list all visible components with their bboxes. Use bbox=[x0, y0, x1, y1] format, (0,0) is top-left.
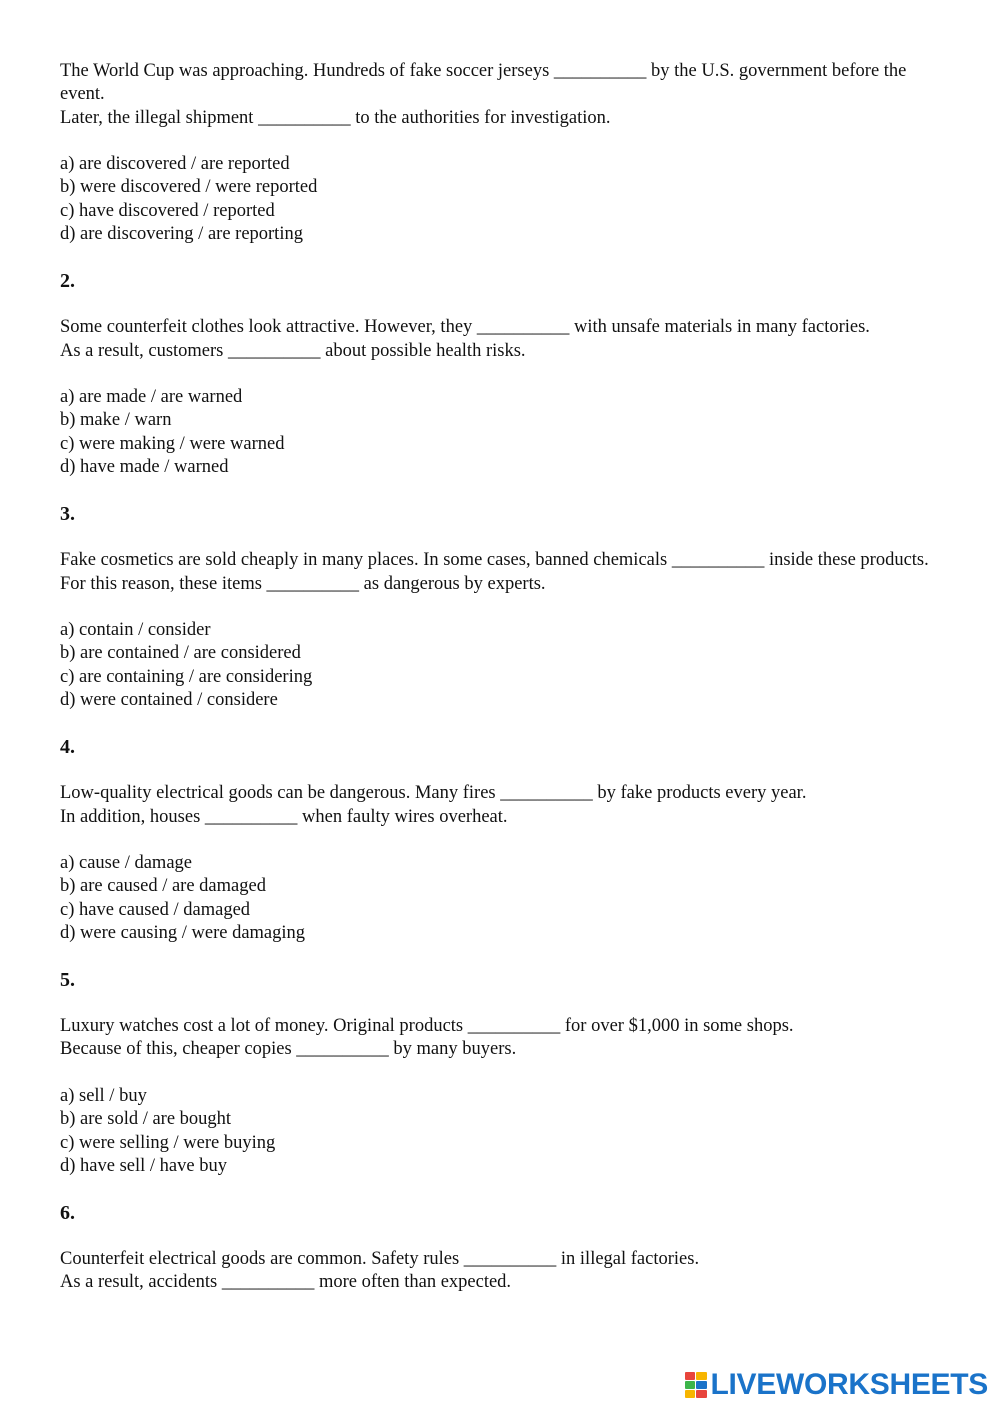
question-1 bbox=[60, 60, 940, 246]
answer-option-d: d) were causing / were damaging bbox=[60, 922, 306, 943]
question-text: Counterfeit electrical goods are common. Safety rules __________ in illegal factories. bbox=[60, 1249, 700, 1270]
question-4 bbox=[60, 736, 940, 946]
question-3 bbox=[60, 503, 940, 713]
answer-option-b: b) make / warn bbox=[60, 410, 172, 431]
question-text: For this reason, these items __________ as dangerous by experts. bbox=[60, 573, 546, 594]
answer-option-a: a) sell / buy bbox=[60, 1086, 147, 1107]
question-text: Fake cosmetics are sold cheaply in many places. In some cases, banned chemicals __________ inside these products. bbox=[60, 550, 929, 571]
question-text: Low-quality electrical goods can be dangerous. Many fires __________ by fake products every year. bbox=[60, 783, 807, 804]
question-2 bbox=[60, 270, 940, 480]
liveworksheets-logo-icon bbox=[685, 1372, 707, 1398]
answer-option-d: d) have made / warned bbox=[60, 457, 229, 478]
question-number: 3. bbox=[60, 502, 75, 525]
worksheet-content bbox=[60, 60, 940, 1295]
answer-option-a: a) are discovered / are reported bbox=[60, 154, 290, 175]
question-5 bbox=[60, 969, 940, 1179]
logo-text: LIVEWORKSHEETS bbox=[710, 1368, 988, 1401]
answer-option-c: c) are containing / are considering bbox=[60, 666, 313, 687]
question-number: 2. bbox=[60, 269, 75, 292]
question-number: 6. bbox=[60, 1201, 75, 1224]
question-text: Because of this, cheaper copies __________ by many buyers. bbox=[60, 1039, 517, 1060]
answer-option-c: c) were selling / were buying bbox=[60, 1132, 276, 1153]
liveworksheets-logo[interactable] bbox=[685, 1368, 989, 1402]
question-text: Later, the illegal shipment __________ to the authorities for investigation. bbox=[60, 107, 611, 128]
answer-option-a: a) are made / are warned bbox=[60, 387, 243, 408]
question-text: Some counterfeit clothes look attractive. However, they __________ with unsafe materials in many factories. bbox=[60, 317, 870, 338]
question-text: Luxury watches cost a lot of money. Original products __________ for over $1,000 in some shops. bbox=[60, 1016, 794, 1037]
question-text: The World Cup was approaching. Hundreds of fake soccer jerseys __________ by the U.S. government before the event. bbox=[60, 61, 907, 105]
question-text: In addition, houses __________ when faulty wires overheat. bbox=[60, 806, 508, 827]
answer-option-a: a) cause / damage bbox=[60, 853, 192, 874]
answer-option-d: d) are discovering / are reporting bbox=[60, 224, 303, 245]
answer-option-b: b) are sold / are bought bbox=[60, 1109, 232, 1130]
question-text: As a result, customers __________ about possible health risks. bbox=[60, 340, 526, 361]
answer-option-c: c) have discovered / reported bbox=[60, 200, 275, 221]
answer-option-c: c) were making / were warned bbox=[60, 433, 285, 454]
answer-option-d: d) have sell / have buy bbox=[60, 1155, 227, 1176]
question-6 bbox=[60, 1202, 940, 1295]
question-text: As a result, accidents __________ more often than expected. bbox=[60, 1272, 512, 1293]
question-number: 4. bbox=[60, 735, 75, 758]
answer-option-b: b) are caused / are damaged bbox=[60, 876, 266, 897]
answer-option-b: b) are contained / are considered bbox=[60, 643, 301, 664]
answer-option-a: a) contain / consider bbox=[60, 620, 211, 641]
answer-option-c: c) have caused / damaged bbox=[60, 899, 251, 920]
answer-option-d: d) were contained / considere bbox=[60, 690, 278, 711]
answer-option-b: b) were discovered / were reported bbox=[60, 177, 318, 198]
question-number: 5. bbox=[60, 968, 75, 991]
